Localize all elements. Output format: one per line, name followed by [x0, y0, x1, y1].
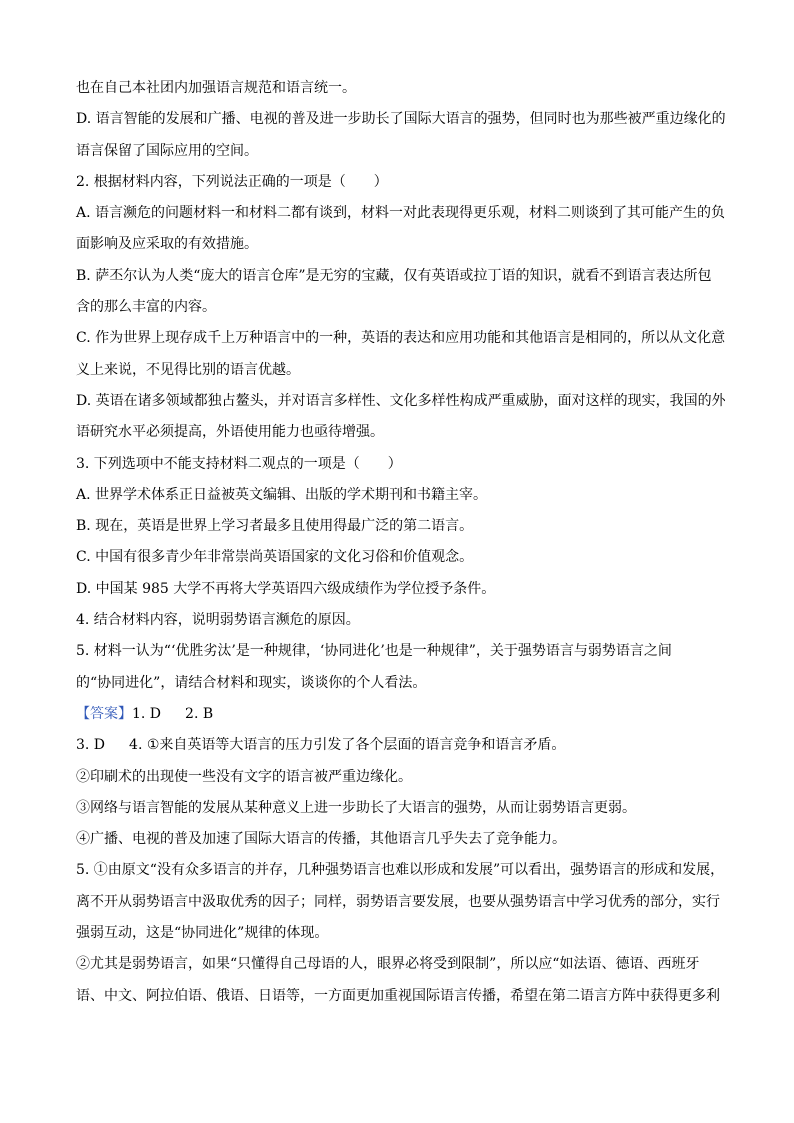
text-line: 的“协同进化”，请结合材料和现实，谈谈你的个人看法。	[76, 674, 427, 691]
option-d-line: D. 英语在诸多领域都独占鳌头，并对语言多样性、文化多样性构成严重威胁，面对这样的现实，我国的外	[76, 392, 726, 409]
answer-text: 强弱互动，这是“协同进化”规律的体现。	[76, 925, 329, 942]
text-line: 语研究水平必须提高，外语使用能力也亟待增强。	[76, 424, 384, 441]
answer-point: ②印刷术的出现使一些没有文字的语言被严重边缘化。	[76, 768, 412, 785]
text-line: 面影响及应采取的有效措施。	[76, 236, 258, 253]
question-4: 4. 结合材料内容，说明弱势语言濒危的原因。	[76, 612, 360, 629]
option-d-line: D. 语言智能的发展和广播、电视的普及进一步助长了国际大语言的强势，但同时也为那些被严重边缘化的	[76, 111, 726, 128]
answer-line	[76, 735, 718, 766]
option-c-line: C. 中国有很多青少年非常崇尚英语国家的文化习俗和价值观念。	[76, 549, 474, 566]
question-5: 5. 材料一认为“‘优胜劣汰’是一种规律，‘协同进化’也是一种规律”，关于强势语言与弱势语言之间	[76, 643, 672, 660]
option-a-line: A. 世界学术体系正日益被英文编辑、出版的学术期刊和书籍主宰。	[76, 486, 488, 503]
question-3: 3. 下列选项中不能支持材料二观点的一项是（ ）	[76, 455, 402, 472]
answer-text: 语、中文、阿拉伯语、俄语、日语等，一方面更加重视国际语言传播，希望在第二语言方阵中获得更多利	[76, 987, 720, 1004]
text-line: 也在自己本社团内加强语言规范和语言统一。	[76, 80, 356, 96]
answer-label: 【答案】	[76, 705, 132, 722]
option-a-line: A. 语言濒危的问题材料一和材料二都有谈到，材料一对此表现得更乐观，材料二则谈到了其可能产生的负	[76, 205, 726, 222]
answer-1: 1. D	[132, 705, 162, 722]
text-line: 含的那么丰富的内容。	[76, 299, 216, 316]
answer-3: 3. D	[76, 737, 106, 754]
text-line: 语言保留了国际应用的空间。	[76, 142, 258, 159]
question-2: 2. 根据材料内容，下列说法正确的一项是（ ）	[76, 173, 388, 190]
answer-point: ②尤其是弱势语言，如果“只懂得自己母语的人，眼界必将受到限制”，所以应“如法语、德语、西班牙	[76, 956, 700, 973]
answer-point: ④广播、电视的普及加速了国际大语言的传播，其他语言几乎失去了竞争能力。	[76, 831, 566, 848]
option-b-line: B. 现在，英语是世界上学习者最多且使用得最广泛的第二语言。	[76, 518, 474, 535]
answer-text: 离不开从弱势语言中汲取优秀的因子；同样，弱势语言要发展，也要从强势语言中学习优秀的部分，实行	[76, 893, 720, 910]
answer-line	[76, 704, 718, 735]
answer-2: 2. B	[185, 705, 214, 722]
answer-point: ③网络与语言智能的发展从某种意义上进一步助长了大语言的强势，从而让弱势语言更弱。	[76, 799, 636, 816]
answer-point: 5. ①由原文“没有众多语言的并存，几种强势语言也难以形成和发展”可以看出，强势语言的形成和发展，	[76, 862, 725, 879]
option-c-line: C. 作为世界上现存成千上万种语言中的一种，英语的表达和应用功能和其他语言是相同的，所以从文化意	[76, 330, 726, 347]
option-b-line: B. 萨丕尔认为人类“庞大的语言仓库”是无穷的宝藏，仅有英语或拉丁语的知识，就看不到语言表达所包	[76, 267, 712, 284]
option-d-line: D. 中国某 985 大学不再将大学英语四六级成绩作为学位授予条件。	[76, 580, 496, 597]
answer-4-start: 4. ①来自英语等大语言的压力引发了各个层面的语言竞争和语言矛盾。	[129, 737, 566, 754]
document-body	[76, 78, 726, 1017]
text-line: 义上来说，不见得比别的语言优越。	[76, 361, 300, 378]
